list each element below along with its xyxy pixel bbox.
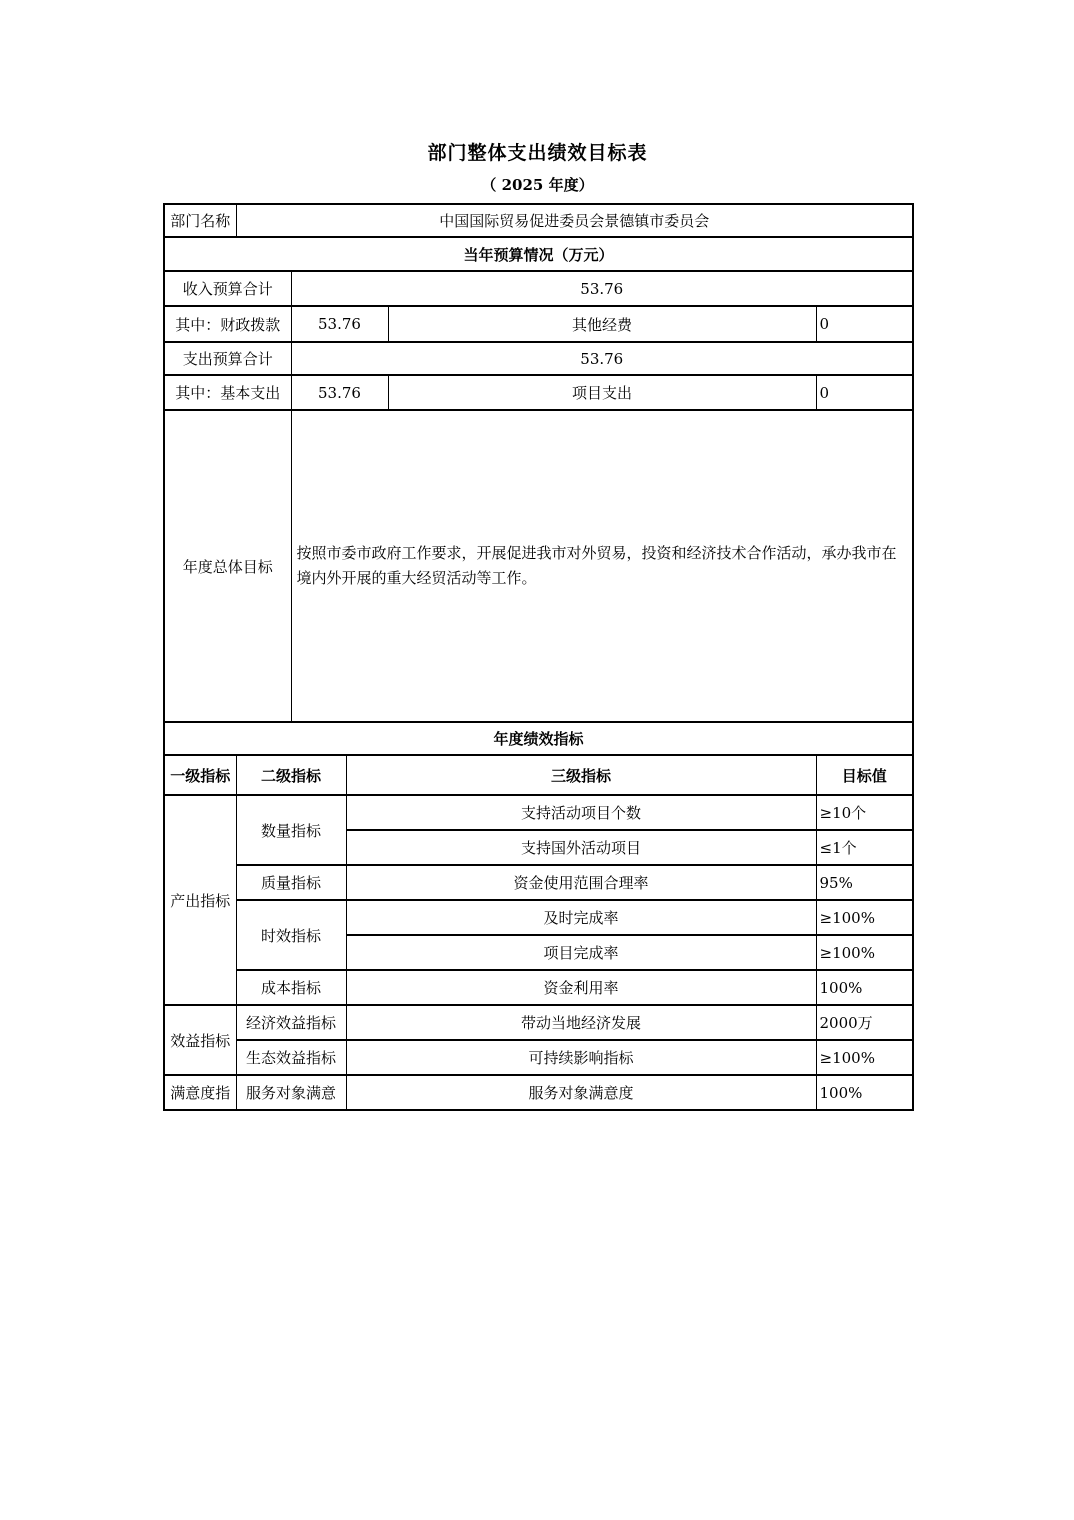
target-value: ≥10个 [816,795,913,830]
target-value: ≥100% [816,935,913,970]
level3-indicator: 支持国外活动项目 [346,830,816,865]
indicator-row [164,865,913,900]
level3-indicator: 带动当地经济发展 [346,1005,816,1040]
income-total-label: 收入预算合计 [164,271,291,306]
level2-ecological-label: 生态效益指标 [236,1040,346,1075]
dept-name-value: 中国国际贸易促进委员会景德镇市委员会 [236,204,913,237]
level2-economic-label: 经济效益指标 [236,1005,346,1040]
indicator-row [164,1005,913,1040]
indicators-section-row [164,722,913,755]
income-detail-row [164,306,913,342]
page-subtitle: （ 2025 年度） [481,176,594,194]
indicators-section-header: 年度绩效指标 [164,722,913,755]
level1-output-label: 产出指标 [164,795,236,1005]
dept-name-label: 部门名称 [164,204,236,237]
level3-indicator: 支持活动项目个数 [346,795,816,830]
level2-service-satisfaction-label: 服务对象满意 [236,1075,346,1110]
dept-name-row [164,204,913,237]
expense-total-label: 支出预算合计 [164,342,291,375]
level1-satisfaction-label: 满意度指 [164,1075,236,1110]
budget-section-header: 当年预算情况（万元） [164,237,913,271]
indicator-row [164,795,913,830]
level3-indicator: 资金利用率 [346,970,816,1005]
level3-indicator: 服务对象满意度 [346,1075,816,1110]
expense-total-value: 53.76 [291,342,913,375]
target-value: 2000万 [816,1005,913,1040]
level3-indicator: 项目完成率 [346,935,816,970]
indicator-row [164,1075,913,1110]
project-expense-value: 0 [816,375,913,410]
annual-goal-label: 年度总体目标 [164,410,291,722]
indicator-row [164,900,913,935]
expense-detail-row [164,375,913,410]
target-value: 95% [816,865,913,900]
col-header-level2: 二级指标 [236,755,346,795]
col-header-level3: 三级指标 [346,755,816,795]
project-expense-label: 项目支出 [388,375,816,410]
basic-expense-label: 其中：基本支出 [164,375,291,410]
annual-goal-row [164,410,913,722]
page-title: 部门整体支出绩效目标表 [427,142,648,164]
col-header-level1: 一级指标 [164,755,236,795]
level2-quality-label: 质量指标 [236,865,346,900]
level2-cost-label: 成本指标 [236,970,346,1005]
fiscal-allocation-value: 53.76 [291,306,388,342]
level3-indicator: 及时完成率 [346,900,816,935]
basic-expense-value: 53.76 [291,375,388,410]
col-header-target: 目标值 [816,755,913,795]
level1-benefit-label: 效益指标 [164,1005,236,1075]
document-body [163,140,912,1111]
fiscal-allocation-label: 其中：财政拨款 [164,306,291,342]
target-value: ≥100% [816,1040,913,1075]
annual-goal-text: 按照市委市政府工作要求，开展促进我市对外贸易，投资和经济技术合作活动，承办我市在境内外开展的重大经贸活动等工作。 [291,410,913,722]
level3-indicator: 资金使用范围合理率 [346,865,816,900]
target-value: 100% [816,970,913,1005]
budget-section-row [164,237,913,271]
target-value: 100% [816,1075,913,1110]
target-value: ≥100% [816,900,913,935]
performance-target-table [163,203,914,1111]
other-funds-label: 其他经费 [388,306,816,342]
income-total-value: 53.76 [291,271,913,306]
indicator-row [164,970,913,1005]
expense-total-row [164,342,913,375]
other-funds-value: 0 [816,306,913,342]
indicators-header-row [164,755,913,795]
level2-timeliness-label: 时效指标 [236,900,346,970]
income-total-row [164,271,913,306]
indicator-row [164,1040,913,1075]
level2-quantity-label: 数量指标 [236,795,346,865]
level3-indicator: 可持续影响指标 [346,1040,816,1075]
target-value: ≤1个 [816,830,913,865]
